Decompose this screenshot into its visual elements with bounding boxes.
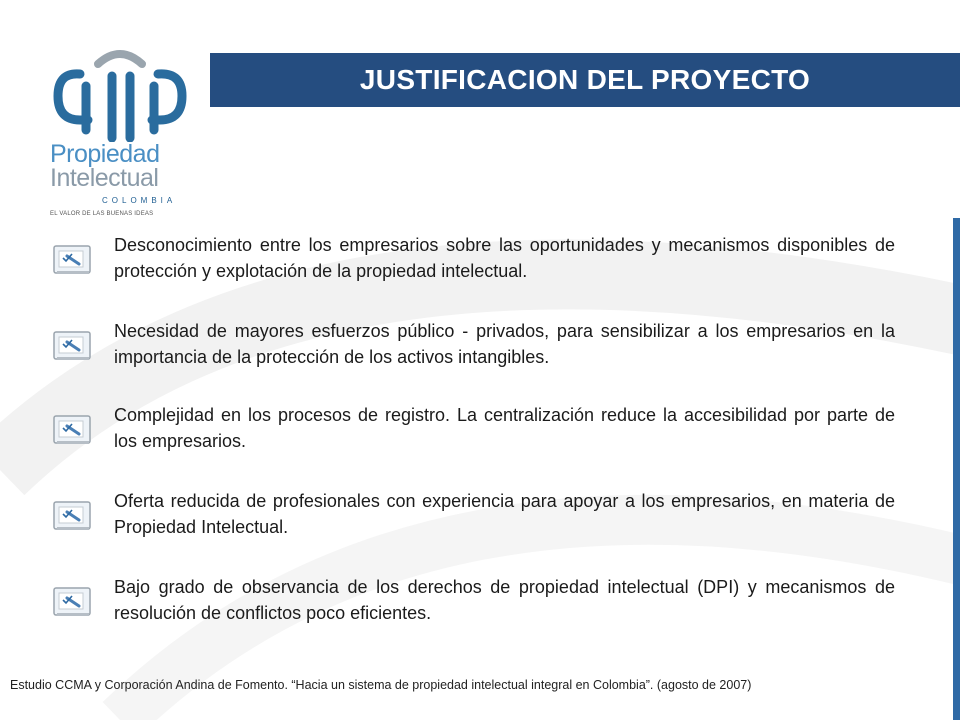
logo-name-line1: Propiedad: [50, 140, 160, 168]
checklist-icon: [53, 586, 93, 618]
bullet-text: Necesidad de mayores esfuerzos público - privados, para sensibilizar a los empresarios en la importancia de la protección de los activos intangibles.: [114, 321, 895, 367]
bullet-text: Desconocimiento entre los empresarios sobre las oportunidades y mecanismos disponibles de protección y explotación de la propiedad intelectual.: [114, 235, 895, 281]
logo-tagline: EL VALOR DE LAS BUENAS IDEAS: [50, 211, 154, 217]
right-edge-rule: [953, 218, 960, 720]
logo-mark-icon: [50, 46, 190, 142]
checklist-icon: [53, 414, 93, 446]
title-bar: [210, 53, 960, 107]
logo-country: COLOMBIA: [102, 196, 177, 205]
page-title: JUSTIFICACION DEL PROYECTO: [359, 64, 811, 95]
checklist-icon: [53, 500, 93, 532]
bullet-text: Complejidad en los procesos de registro. La centralización reduce la accesibilidad por parte de los empresarios.: [114, 405, 895, 451]
logo: [50, 46, 190, 226]
bullet-text: Bajo grado de observancia de los derechos de propiedad intelectual (DPI) y mecanismos de resolución de conflictos poco eficientes.: [114, 577, 895, 623]
checklist-icon: [53, 244, 93, 276]
checklist-icon: [53, 330, 93, 362]
logo-name-line2: Intelectual: [50, 164, 159, 192]
citation: Estudio CCMA y Corporación Andina de Fomento. “Hacia un sistema de propiedad intelectual integral en Colombia”. (agosto de 2007): [10, 678, 752, 692]
bullet-text: Oferta reducida de profesionales con experiencia para apoyar a los empresarios, en materia de Propiedad Intelectual.: [114, 491, 895, 537]
